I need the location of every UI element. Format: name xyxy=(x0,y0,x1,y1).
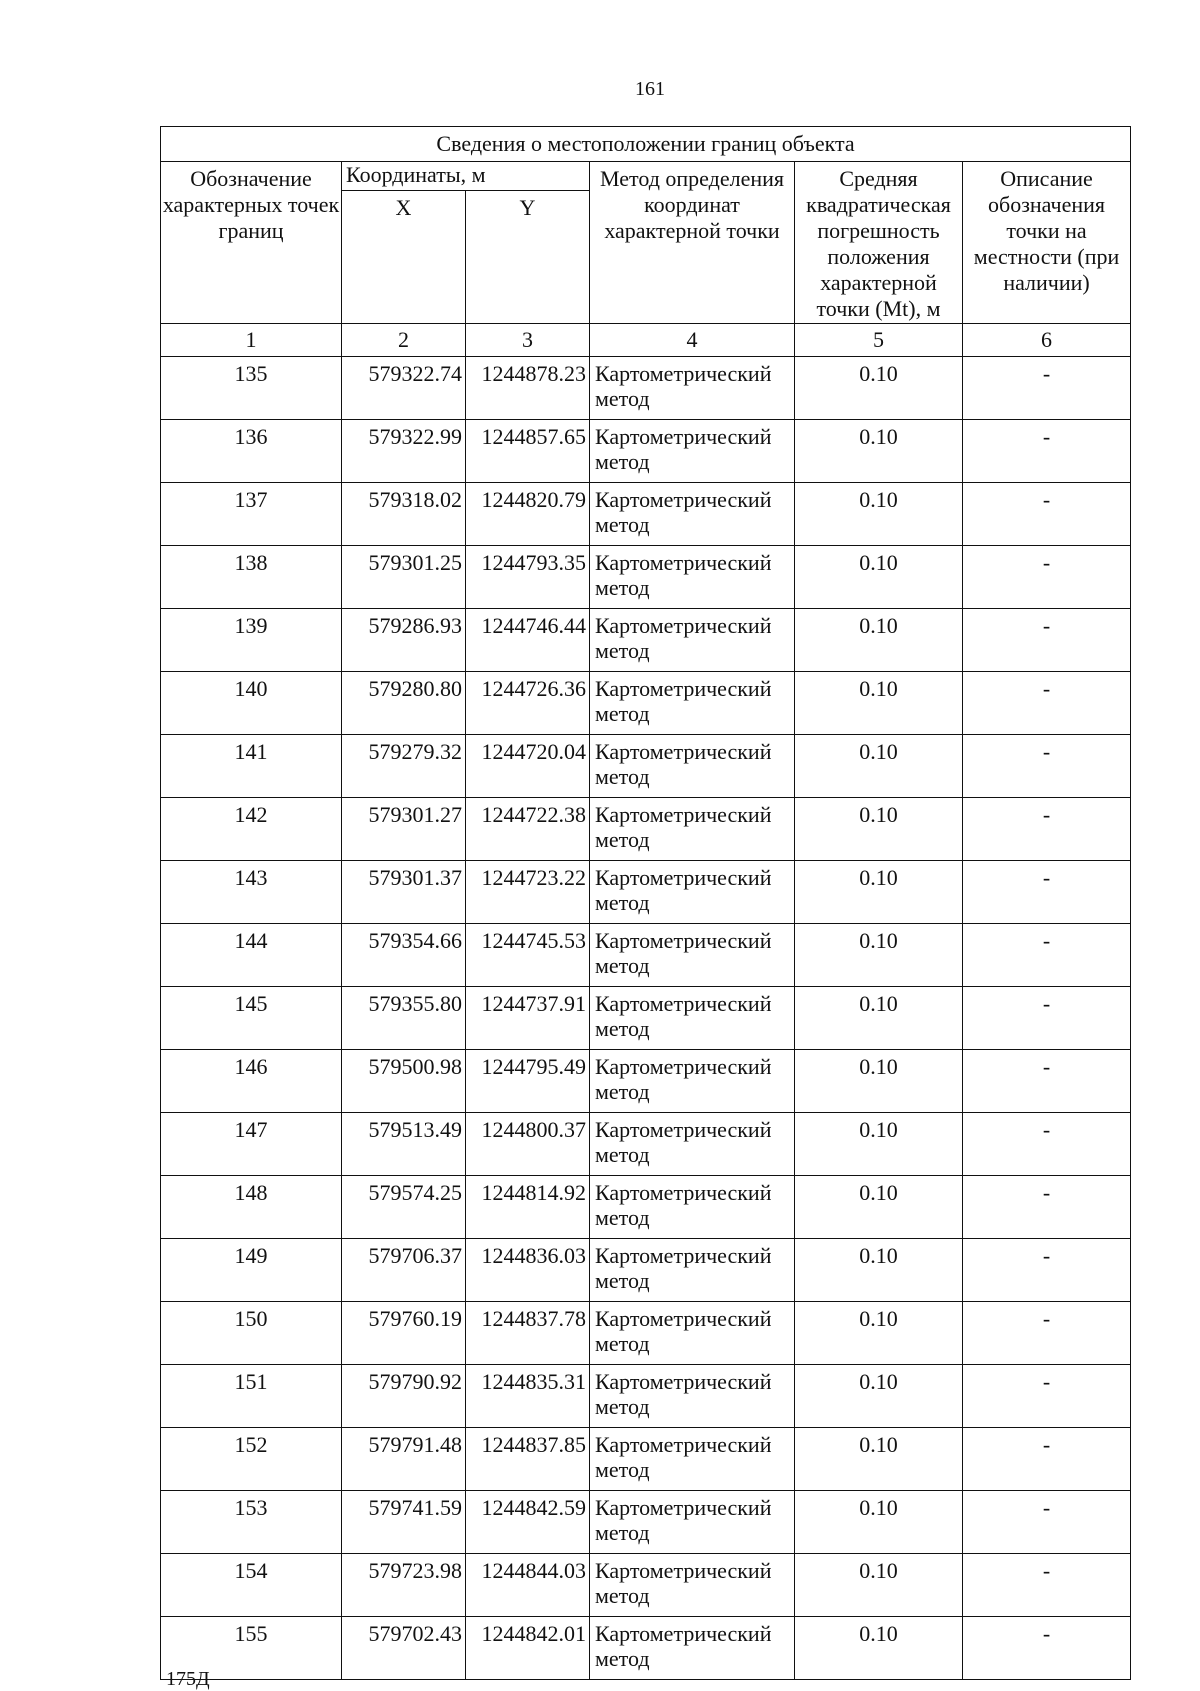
header-description: Описание обозначения точки на местности (при наличии) xyxy=(963,162,1131,324)
description-cell: - xyxy=(963,357,1131,420)
description-cell: - xyxy=(963,1554,1131,1617)
y-coordinate-cell: 1244844.03 xyxy=(466,1554,590,1617)
description-cell: - xyxy=(963,1428,1131,1491)
point-number-cell: 143 xyxy=(161,861,342,924)
y-coordinate-cell: 1244723.22 xyxy=(466,861,590,924)
header-y: Y xyxy=(466,191,590,324)
description-cell: - xyxy=(963,420,1131,483)
method-cell: Картометрический метод xyxy=(590,1554,795,1617)
x-coordinate-cell: 579760.19 xyxy=(342,1302,466,1365)
mean-error-cell: 0.10 xyxy=(795,1113,963,1176)
x-coordinate-cell: 579280.80 xyxy=(342,672,466,735)
method-cell: Картометрический метод xyxy=(590,1617,795,1680)
mean-error-cell: 0.10 xyxy=(795,1302,963,1365)
y-coordinate-cell: 1244737.91 xyxy=(466,987,590,1050)
method-cell: Картометрический метод xyxy=(590,420,795,483)
x-coordinate-cell: 579301.27 xyxy=(342,798,466,861)
footer-code: 175Д xyxy=(166,1668,210,1690)
point-number-cell: 140 xyxy=(161,672,342,735)
y-coordinate-cell: 1244745.53 xyxy=(466,924,590,987)
description-cell: - xyxy=(963,1491,1131,1554)
table-row xyxy=(161,546,1131,609)
table-title: Сведения о местоположении границ объекта xyxy=(161,127,1131,162)
table-row xyxy=(161,420,1131,483)
x-coordinate-cell: 579790.92 xyxy=(342,1365,466,1428)
method-cell: Картометрический метод xyxy=(590,924,795,987)
header-point-designation: Обозначение характерных точек границ xyxy=(161,162,342,324)
description-cell: - xyxy=(963,483,1131,546)
y-coordinate-cell: 1244857.65 xyxy=(466,420,590,483)
x-coordinate-cell: 579286.93 xyxy=(342,609,466,672)
header-method: Метод определения координат характерной точки xyxy=(590,162,795,324)
table-row xyxy=(161,672,1131,735)
point-number-cell: 154 xyxy=(161,1554,342,1617)
method-cell: Картометрический метод xyxy=(590,1428,795,1491)
point-number-cell: 138 xyxy=(161,546,342,609)
table-row xyxy=(161,483,1131,546)
table-row xyxy=(161,798,1131,861)
table-row xyxy=(161,1617,1131,1680)
y-coordinate-cell: 1244836.03 xyxy=(466,1239,590,1302)
mean-error-cell: 0.10 xyxy=(795,1050,963,1113)
x-coordinate-cell: 579279.32 xyxy=(342,735,466,798)
mean-error-cell: 0.10 xyxy=(795,924,963,987)
description-cell: - xyxy=(963,1176,1131,1239)
y-coordinate-cell: 1244837.85 xyxy=(466,1428,590,1491)
table-row xyxy=(161,987,1131,1050)
column-number: 1 xyxy=(161,324,342,357)
table-row xyxy=(161,1239,1131,1302)
column-number: 4 xyxy=(590,324,795,357)
point-number-cell: 142 xyxy=(161,798,342,861)
mean-error-cell: 0.10 xyxy=(795,672,963,735)
y-coordinate-cell: 1244793.35 xyxy=(466,546,590,609)
y-coordinate-cell: 1244726.36 xyxy=(466,672,590,735)
mean-error-cell: 0.10 xyxy=(795,798,963,861)
table-row xyxy=(161,1176,1131,1239)
y-coordinate-cell: 1244820.79 xyxy=(466,483,590,546)
x-coordinate-cell: 579741.59 xyxy=(342,1491,466,1554)
description-cell: - xyxy=(963,987,1131,1050)
y-coordinate-cell: 1244878.23 xyxy=(466,357,590,420)
mean-error-cell: 0.10 xyxy=(795,1365,963,1428)
x-coordinate-cell: 579301.25 xyxy=(342,546,466,609)
method-cell: Картометрический метод xyxy=(590,1239,795,1302)
mean-error-cell: 0.10 xyxy=(795,357,963,420)
y-coordinate-cell: 1244814.92 xyxy=(466,1176,590,1239)
x-coordinate-cell: 579702.43 xyxy=(342,1617,466,1680)
mean-error-cell: 0.10 xyxy=(795,1428,963,1491)
x-coordinate-cell: 579301.37 xyxy=(342,861,466,924)
y-coordinate-cell: 1244795.49 xyxy=(466,1050,590,1113)
header-coordinates: Координаты, м xyxy=(342,162,590,191)
description-cell: - xyxy=(963,1239,1131,1302)
description-cell: - xyxy=(963,861,1131,924)
y-coordinate-cell: 1244722.38 xyxy=(466,798,590,861)
description-cell: - xyxy=(963,735,1131,798)
y-coordinate-cell: 1244800.37 xyxy=(466,1113,590,1176)
table-row xyxy=(161,1050,1131,1113)
boundary-coordinates-table xyxy=(160,126,1131,1680)
description-cell: - xyxy=(963,924,1131,987)
method-cell: Картометрический метод xyxy=(590,1113,795,1176)
method-cell: Картометрический метод xyxy=(590,798,795,861)
point-number-cell: 153 xyxy=(161,1491,342,1554)
x-coordinate-cell: 579513.49 xyxy=(342,1113,466,1176)
method-cell: Картометрический метод xyxy=(590,1365,795,1428)
table-row xyxy=(161,357,1131,420)
point-number-cell: 146 xyxy=(161,1050,342,1113)
table-row xyxy=(161,609,1131,672)
table-row xyxy=(161,1491,1131,1554)
description-cell: - xyxy=(963,1365,1131,1428)
header-mean-error: Средняя квадратическая погрешность положения характерной точки (Mt), м xyxy=(795,162,963,324)
point-number-cell: 137 xyxy=(161,483,342,546)
column-number: 2 xyxy=(342,324,466,357)
method-cell: Картометрический метод xyxy=(590,861,795,924)
point-number-cell: 149 xyxy=(161,1239,342,1302)
x-coordinate-cell: 579354.66 xyxy=(342,924,466,987)
mean-error-cell: 0.10 xyxy=(795,1491,963,1554)
point-number-cell: 150 xyxy=(161,1302,342,1365)
point-number-cell: 139 xyxy=(161,609,342,672)
method-cell: Картометрический метод xyxy=(590,1176,795,1239)
mean-error-cell: 0.10 xyxy=(795,735,963,798)
description-cell: - xyxy=(963,1617,1131,1680)
mean-error-cell: 0.10 xyxy=(795,1617,963,1680)
x-coordinate-cell: 579500.98 xyxy=(342,1050,466,1113)
x-coordinate-cell: 579706.37 xyxy=(342,1239,466,1302)
point-number-cell: 136 xyxy=(161,420,342,483)
mean-error-cell: 0.10 xyxy=(795,987,963,1050)
x-coordinate-cell: 579322.74 xyxy=(342,357,466,420)
y-coordinate-cell: 1244835.31 xyxy=(466,1365,590,1428)
mean-error-cell: 0.10 xyxy=(795,609,963,672)
mean-error-cell: 0.10 xyxy=(795,420,963,483)
method-cell: Картометрический метод xyxy=(590,1302,795,1365)
table-row xyxy=(161,861,1131,924)
description-cell: - xyxy=(963,798,1131,861)
mean-error-cell: 0.10 xyxy=(795,483,963,546)
description-cell: - xyxy=(963,1113,1131,1176)
method-cell: Картометрический метод xyxy=(590,672,795,735)
x-coordinate-cell: 579318.02 xyxy=(342,483,466,546)
method-cell: Картометрический метод xyxy=(590,609,795,672)
x-coordinate-cell: 579322.99 xyxy=(342,420,466,483)
mean-error-cell: 0.10 xyxy=(795,861,963,924)
table-row xyxy=(161,924,1131,987)
table-row xyxy=(161,1428,1131,1491)
table-row xyxy=(161,735,1131,798)
y-coordinate-cell: 1244842.01 xyxy=(466,1617,590,1680)
point-number-cell: 155 xyxy=(161,1617,342,1680)
y-coordinate-cell: 1244720.04 xyxy=(466,735,590,798)
y-coordinate-cell: 1244746.44 xyxy=(466,609,590,672)
description-cell: - xyxy=(963,609,1131,672)
mean-error-cell: 0.10 xyxy=(795,546,963,609)
point-number-cell: 145 xyxy=(161,987,342,1050)
table-row xyxy=(161,1554,1131,1617)
mean-error-cell: 0.10 xyxy=(795,1239,963,1302)
point-number-cell: 148 xyxy=(161,1176,342,1239)
method-cell: Картометрический метод xyxy=(590,1491,795,1554)
method-cell: Картометрический метод xyxy=(590,1050,795,1113)
table-body xyxy=(161,357,1131,1680)
method-cell: Картометрический метод xyxy=(590,987,795,1050)
column-number: 6 xyxy=(963,324,1131,357)
column-number-row xyxy=(161,324,1131,357)
y-coordinate-cell: 1244842.59 xyxy=(466,1491,590,1554)
table-row xyxy=(161,1113,1131,1176)
mean-error-cell: 0.10 xyxy=(795,1554,963,1617)
point-number-cell: 135 xyxy=(161,357,342,420)
page-number: 161 xyxy=(635,78,665,100)
method-cell: Картометрический метод xyxy=(590,546,795,609)
mean-error-cell: 0.10 xyxy=(795,1176,963,1239)
point-number-cell: 152 xyxy=(161,1428,342,1491)
column-number: 5 xyxy=(795,324,963,357)
header-x: X xyxy=(342,191,466,324)
y-coordinate-cell: 1244837.78 xyxy=(466,1302,590,1365)
method-cell: Картометрический метод xyxy=(590,357,795,420)
table-row xyxy=(161,1302,1131,1365)
table-row xyxy=(161,1365,1131,1428)
x-coordinate-cell: 579791.48 xyxy=(342,1428,466,1491)
x-coordinate-cell: 579723.98 xyxy=(342,1554,466,1617)
description-cell: - xyxy=(963,1302,1131,1365)
method-cell: Картометрический метод xyxy=(590,735,795,798)
description-cell: - xyxy=(963,546,1131,609)
x-coordinate-cell: 579574.25 xyxy=(342,1176,466,1239)
point-number-cell: 151 xyxy=(161,1365,342,1428)
method-cell: Картометрический метод xyxy=(590,483,795,546)
description-cell: - xyxy=(963,672,1131,735)
column-number: 3 xyxy=(466,324,590,357)
point-number-cell: 141 xyxy=(161,735,342,798)
description-cell: - xyxy=(963,1050,1131,1113)
point-number-cell: 147 xyxy=(161,1113,342,1176)
point-number-cell: 144 xyxy=(161,924,342,987)
x-coordinate-cell: 579355.80 xyxy=(342,987,466,1050)
